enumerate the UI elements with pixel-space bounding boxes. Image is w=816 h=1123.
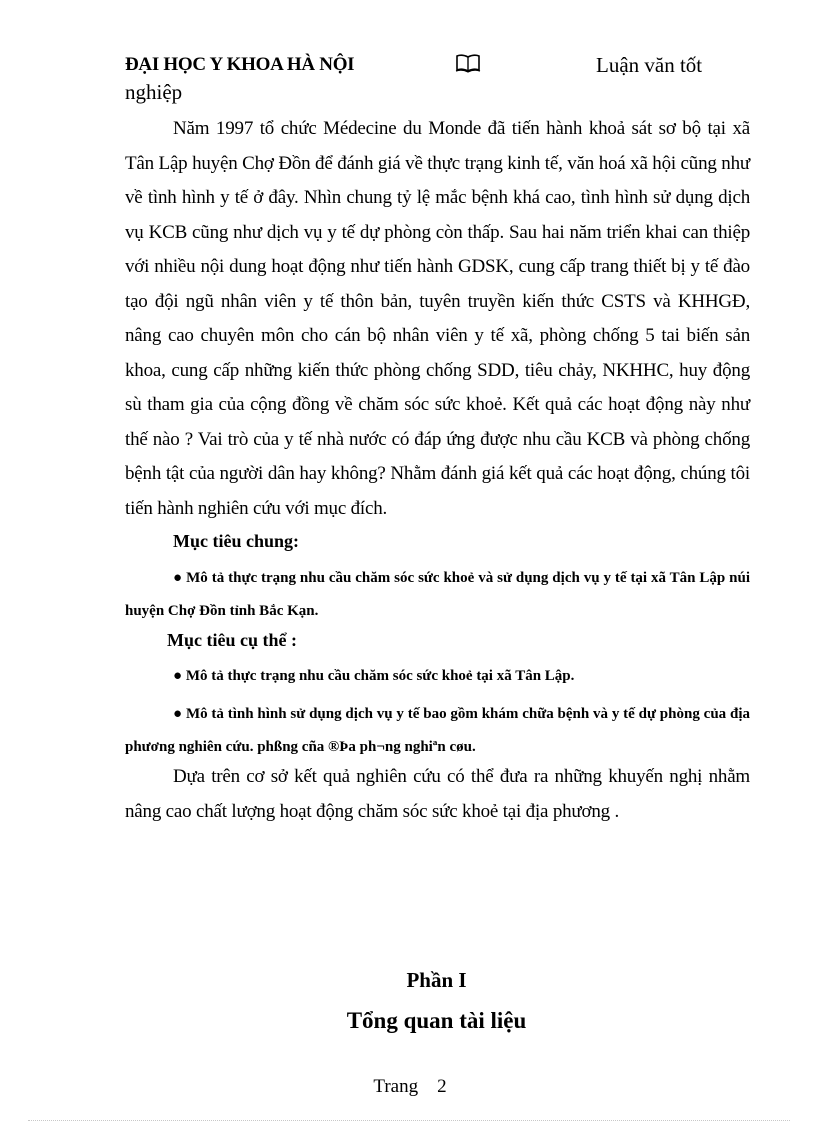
specific-objective-bullet-1 <box>125 660 750 693</box>
specific-objective-text-2: Mô tả tình hình sử dụng dịch vụ y tế bao gồm khám chữa bệnh và y tế dự phòng của địa phương nghiên cứu. phßng cña ®Þa ph¬ng nghiªn cøu. <box>125 706 750 755</box>
page-bottom-divider <box>28 1120 790 1121</box>
part-number: Phần I <box>406 968 467 992</box>
general-objective-bullet <box>125 562 750 628</box>
header-thesis-label-continuation: nghiệp <box>125 80 183 104</box>
page-number-text: Trang 2 <box>373 1076 447 1097</box>
header-thesis-label: Luận văn tốt <box>596 53 703 77</box>
bullet-dot-icon: ● <box>173 570 187 586</box>
open-book-icon <box>455 52 481 74</box>
part-title: Tổng quan tài liệu <box>346 1008 527 1033</box>
specific-objective-text-1: Mô tả thực trạng nhu cầu chăm sóc sức khoẻ tại xã Tân Lập. <box>185 668 575 684</box>
specific-objective-bullet-2 <box>125 698 750 764</box>
intro-paragraph: Năm 1997 tổ chức Médecine du Monde đã tiến hành khoả sát sơ bộ tại xã Tân Lập huyện Chợ Đồn để đánh giá về thực trạng kinh tế, văn hoá xã hội cũng như về tình hình y tế ở đây. Nhìn chung tỷ lệ mắc bệnh khá cao, tình hình sử dụng dịch vụ KCB cũng như dịch vụ y tế dự phòng còn thấp. Sau hai năm triển khai can thiệp với nhiều nội dung hoạt động như tiến hành GDSK, cung cấp trang thiết bị y tế đào tạo đội ngũ nhân viên y tế thôn bản, tuyên truyền kiến thức CSTS và KHHGĐ, nâng cao chuyên môn cho cán bộ nhân viên y tế xã, phòng chống 5 tai biến sản khoa, cung cấp những kiến thức phòng chống SDD, tiêu chảy, NKHHC, huy động sù tham gia của cộng đồng về chăm sóc sức khoẻ. Kết quả các hoạt động này như thế nào ? Vai trò của y tế nhà nước có đáp ứng được nhu cầu KCB và phòng chống bệnh tật của người dân hay không? Nhằm đánh giá kết quả các hoạt động, chúng tôi tiến hành nghiên cứu với mục đích. <box>125 118 750 519</box>
general-objective-heading: Mục tiêu chung: <box>173 531 299 551</box>
specific-objectives-heading: Mục tiêu cụ thể : <box>167 630 297 650</box>
header-institution: ĐẠI HỌC Y KHOA HÀ NỘI <box>125 54 355 75</box>
bullet-dot-icon: ● <box>173 668 186 684</box>
closing-paragraph: Dựa trên cơ sở kết quả nghiên cứu có thể đưa ra những khuyến nghị nhằm nâng cao chất lượng hoạt động chăm sóc sức khoẻ tại địa phương . <box>125 766 750 822</box>
page-number <box>0 1076 816 1098</box>
general-objective-text: Mô tả thực trạng nhu cầu chăm sóc sức khoẻ và sử dụng dịch vụ y tế tại xã Tân Lập núi huyện Chợ Đồn tỉnh Bắc Kạn. <box>125 570 751 619</box>
bullet-dot-icon: ● <box>173 706 186 722</box>
